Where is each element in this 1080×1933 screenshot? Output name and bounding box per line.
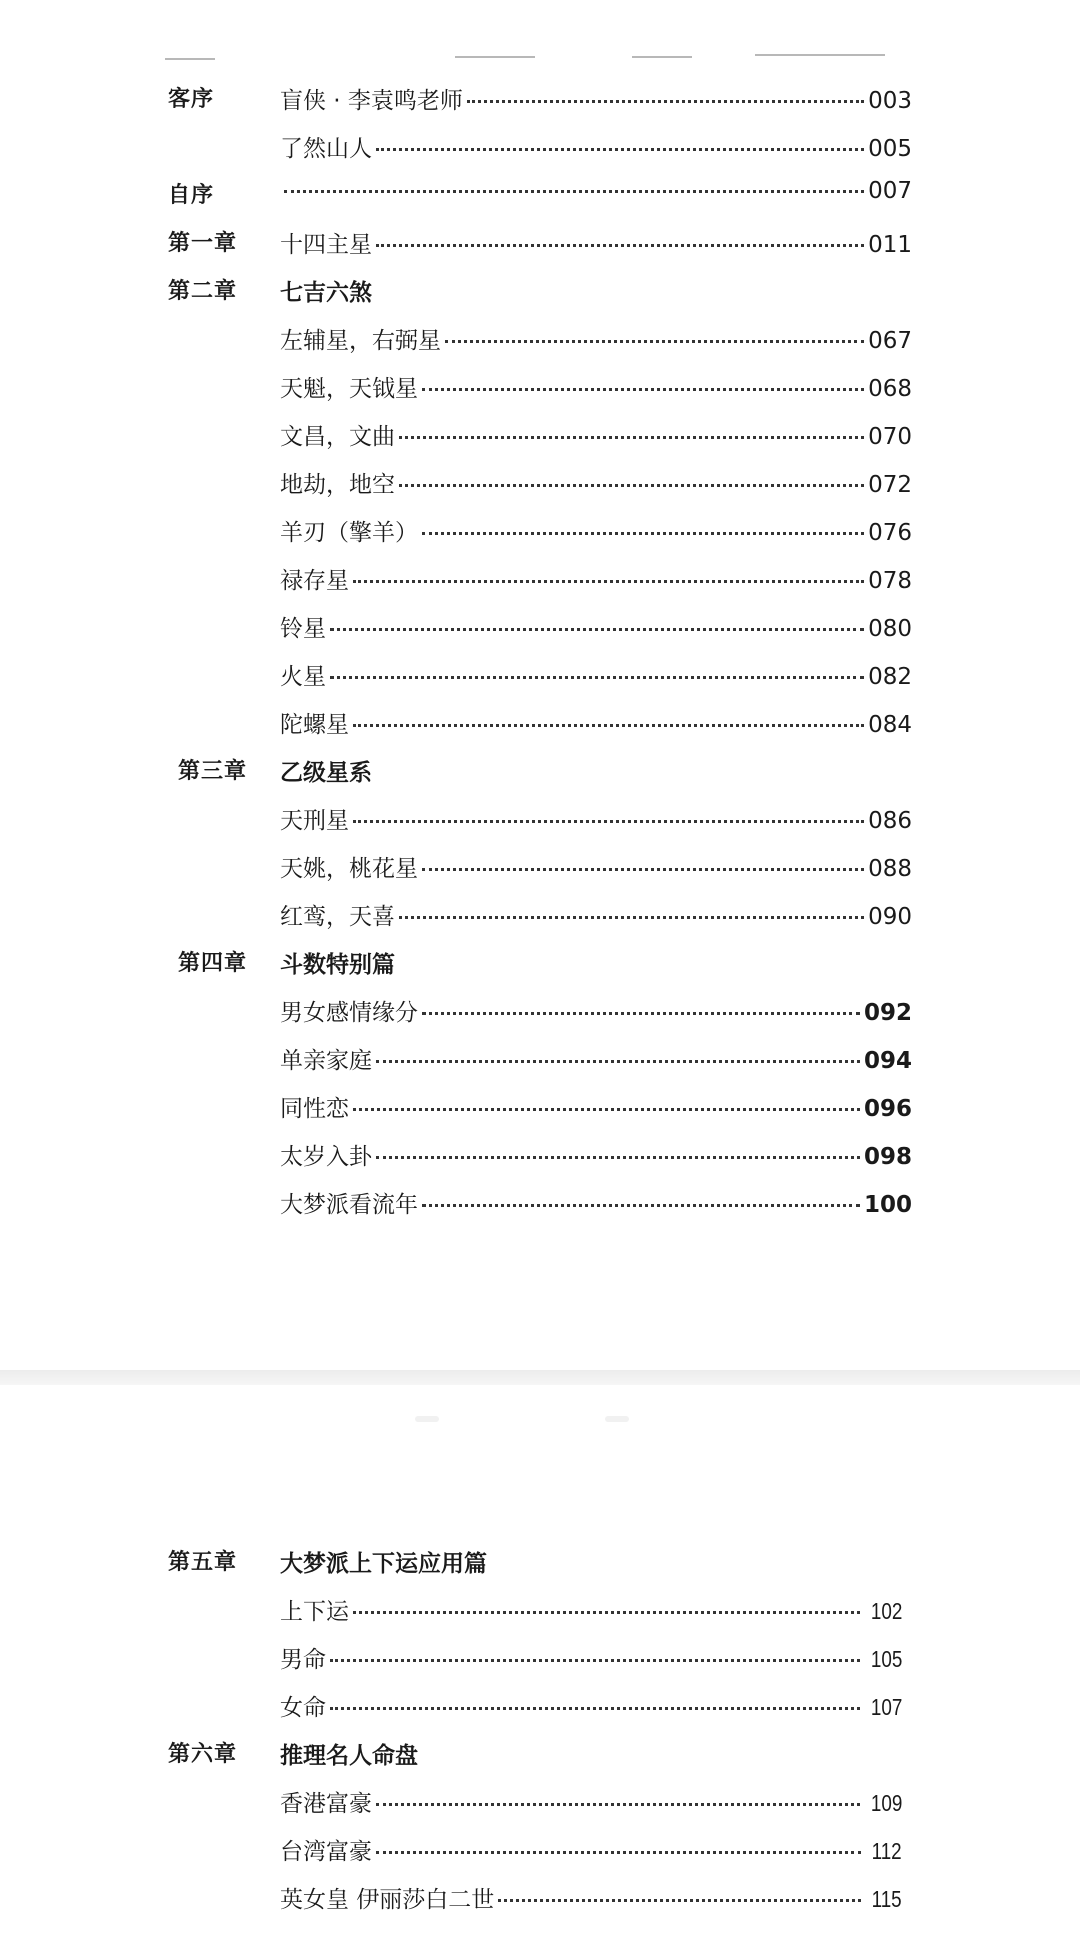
entry-title: 天刑星 xyxy=(280,808,349,834)
toc-page-2 xyxy=(0,1385,1080,1933)
page-number: 067 xyxy=(868,328,912,354)
page-number: 070 xyxy=(868,424,912,450)
toc-row[interactable] xyxy=(0,892,1080,932)
entry-title: 火星 xyxy=(280,664,326,690)
dot-leader xyxy=(330,676,864,679)
entry-title: 上下运 xyxy=(280,1599,349,1625)
page-number: 005 xyxy=(868,136,912,162)
entry-title: 盲侠 · 李袁鸣老师 xyxy=(280,88,463,114)
dot-leader xyxy=(353,580,864,583)
page-number: 112 xyxy=(871,1838,902,1864)
entry-title: 铃星 xyxy=(280,616,326,642)
entry-title: 文昌，文曲 xyxy=(280,424,395,450)
dot-leader xyxy=(399,484,864,487)
entry-title: 羊刃（擎羊） xyxy=(280,520,418,546)
chapter-title: 七吉六煞 xyxy=(280,280,372,306)
entry-title: 太岁入卦 xyxy=(280,1144,372,1170)
toc-row[interactable] xyxy=(0,1084,1080,1124)
scan-smudge xyxy=(415,1416,439,1422)
chapter-title: 大梦派上下运应用篇 xyxy=(280,1551,487,1577)
dot-leader xyxy=(422,1204,860,1207)
toc-row[interactable] xyxy=(0,1635,1080,1675)
header-rule-left xyxy=(165,58,215,60)
dot-leader xyxy=(376,148,864,151)
entry-title: 英女皇 伊丽莎白二世 xyxy=(280,1887,495,1913)
chapter-heading-row[interactable] xyxy=(0,940,1080,980)
chapter-label: 第一章 xyxy=(168,231,238,256)
dot-leader xyxy=(353,1108,860,1111)
scan-smudge xyxy=(605,1416,629,1422)
toc-row[interactable] xyxy=(0,1180,1080,1220)
page-number: 076 xyxy=(868,520,912,546)
chapter-title: 斗数特别篇 xyxy=(280,952,395,978)
toc-row[interactable] xyxy=(0,844,1080,884)
page-number: 068 xyxy=(868,376,912,402)
toc-row[interactable] xyxy=(0,700,1080,740)
page-number: 007 xyxy=(868,178,912,204)
entry-title: 台湾富豪 xyxy=(280,1839,372,1865)
chapter-title: 乙级星系 xyxy=(280,760,372,786)
chapter-label: 第二章 xyxy=(168,279,238,304)
page-number: 003 xyxy=(868,88,912,114)
entry-title: 地劫，地空 xyxy=(280,472,395,498)
entry-title: 禄存星 xyxy=(280,568,349,594)
entry-title: 了然山人 xyxy=(280,136,372,162)
dot-leader xyxy=(376,1851,861,1854)
page-number: 098 xyxy=(863,1144,912,1170)
header-rule-right xyxy=(755,54,885,56)
chapter-label: 第六章 xyxy=(168,1742,238,1767)
toc-row[interactable] xyxy=(0,556,1080,596)
toc-row[interactable] xyxy=(0,172,1080,212)
entry-title: 天魁，天钺星 xyxy=(280,376,418,402)
section-label: 客序 xyxy=(168,87,215,112)
page-number: 090 xyxy=(868,904,912,930)
dot-leader xyxy=(422,532,864,535)
page-number: 115 xyxy=(871,1886,902,1912)
dot-leader xyxy=(330,628,864,631)
entry-title: 大梦派看流年 xyxy=(280,1192,418,1218)
dot-leader xyxy=(330,1707,860,1710)
dot-leader xyxy=(422,388,864,391)
entry-title: 同性恋 xyxy=(280,1096,349,1122)
entry-title: 单亲家庭 xyxy=(280,1048,372,1074)
dot-leader xyxy=(376,1803,860,1806)
page-number: 088 xyxy=(868,856,912,882)
dot-leader xyxy=(330,1659,860,1662)
page-number: 102 xyxy=(870,1598,902,1624)
page-number: 105 xyxy=(870,1646,902,1672)
chapter-title: 推理名人命盘 xyxy=(280,1743,418,1769)
dot-leader xyxy=(422,868,864,871)
page-number: 100 xyxy=(863,1192,912,1218)
toc-row[interactable] xyxy=(0,652,1080,692)
dot-leader xyxy=(445,340,864,343)
toc-row[interactable] xyxy=(0,1779,1080,1819)
toc-row[interactable] xyxy=(0,1875,1080,1915)
toc-row[interactable] xyxy=(0,220,1080,260)
chapter-heading-row[interactable] xyxy=(0,1731,1080,1771)
page-number: 107 xyxy=(870,1694,902,1720)
page-number: 082 xyxy=(868,664,912,690)
toc-row[interactable] xyxy=(0,988,1080,1028)
entry-title: 天姚，桃花星 xyxy=(280,856,418,882)
toc-row[interactable] xyxy=(0,316,1080,356)
dot-leader xyxy=(376,1060,860,1063)
dot-leader xyxy=(353,820,864,823)
dot-leader xyxy=(376,1156,860,1159)
dot-leader xyxy=(467,100,864,103)
header-rule-center xyxy=(455,56,535,58)
toc-row[interactable] xyxy=(0,364,1080,404)
page-number: 096 xyxy=(863,1096,912,1122)
page-number: 109 xyxy=(870,1790,902,1816)
entry-title: 红鸾，天喜 xyxy=(280,904,395,930)
section-label: 自序 xyxy=(168,183,215,208)
toc-row[interactable] xyxy=(0,1587,1080,1627)
toc-row[interactable] xyxy=(0,508,1080,548)
page-number: 072 xyxy=(868,472,912,498)
page-number: 092 xyxy=(863,1000,912,1026)
toc-row[interactable] xyxy=(0,1683,1080,1723)
entry-title: 女命 xyxy=(280,1695,326,1721)
chapter-label: 第四章 xyxy=(178,951,248,976)
toc-row[interactable] xyxy=(0,412,1080,452)
page-number: 080 xyxy=(868,616,912,642)
page-separator xyxy=(0,1370,1080,1385)
toc-row[interactable] xyxy=(0,796,1080,836)
toc-row[interactable] xyxy=(0,76,1080,116)
chapter-heading-row[interactable] xyxy=(0,1539,1080,1579)
entry-title: 陀螺星 xyxy=(280,712,349,738)
toc-row[interactable] xyxy=(0,1827,1080,1867)
entry-title: 左辅星，右弼星 xyxy=(280,328,441,354)
page-number: 086 xyxy=(868,808,912,834)
page-number: 078 xyxy=(868,568,912,594)
chapter-label: 第五章 xyxy=(168,1550,238,1575)
header-rule-center-right xyxy=(632,56,692,58)
toc-row[interactable] xyxy=(0,604,1080,644)
dot-leader xyxy=(399,436,864,439)
entry-title: 香港富豪 xyxy=(280,1791,372,1817)
chapter-heading-row[interactable] xyxy=(0,748,1080,788)
toc-row[interactable] xyxy=(0,1132,1080,1172)
dot-leader xyxy=(399,916,864,919)
dot-leader xyxy=(422,1012,860,1015)
page-number: 094 xyxy=(863,1048,912,1074)
toc-row[interactable] xyxy=(0,1036,1080,1076)
chapter-label: 第三章 xyxy=(178,759,248,784)
toc-row[interactable] xyxy=(0,124,1080,164)
dot-leader xyxy=(353,1611,860,1614)
page-number: 084 xyxy=(868,712,912,738)
dot-leader xyxy=(353,724,864,727)
chapter-heading-row[interactable] xyxy=(0,268,1080,308)
dot-leader xyxy=(284,190,864,193)
entry-title: 十四主星 xyxy=(280,232,372,258)
page-number: 011 xyxy=(868,232,912,258)
dot-leader xyxy=(376,244,864,247)
dot-leader xyxy=(498,1899,861,1902)
toc-row[interactable] xyxy=(0,460,1080,500)
entry-title: 男命 xyxy=(280,1647,326,1673)
entry-title: 男女感情缘分 xyxy=(280,1000,418,1026)
